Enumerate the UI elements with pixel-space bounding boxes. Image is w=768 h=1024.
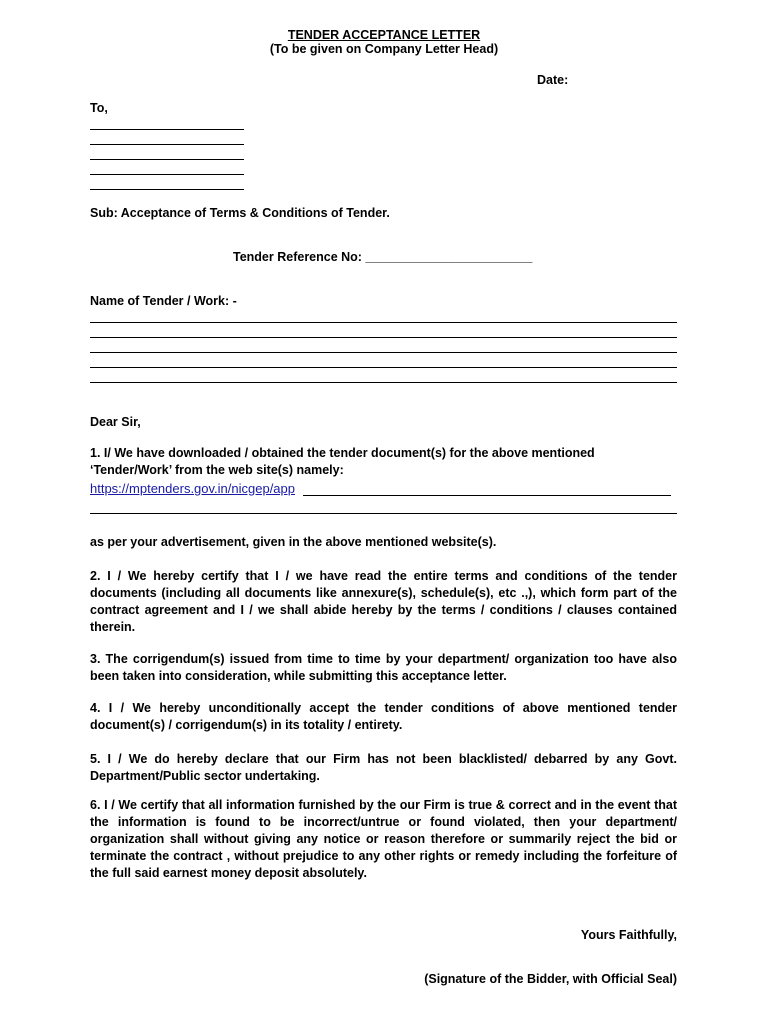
address-line	[90, 189, 244, 190]
paragraph-1-line-2: ‘Tender/Work’ from the web site(s) namely:	[90, 463, 344, 477]
paragraph-5: 5. I / We do hereby declare that our Firm has not been blacklisted/ debarred by any Govt. Department/Public sector undertaking.	[90, 752, 677, 783]
paragraph-1-line-1: 1. I/ We have downloaded / obtained the tender document(s) for the above mentioned	[90, 446, 595, 460]
tender-name-line	[90, 352, 677, 353]
tender-name-line	[90, 337, 677, 338]
letter-subtitle: (To be given on Company Letter Head)	[269, 42, 499, 56]
to-label: To,	[90, 101, 108, 115]
paragraph-1-line-3: as per your advertisement, given in the above mentioned website(s).	[90, 535, 497, 549]
address-line	[90, 159, 244, 160]
tender-name-line	[90, 322, 677, 323]
tender-name-line	[90, 367, 677, 368]
paragraph-2: 2. I / We hereby certify that I / we have read the entire terms and conditions of the tender documents (including all documents like annexure(s), schedule(s), etc .,), which form part of the contract agreement and I / we shall abide hereby by the terms / conditions / clauses contained therein.	[90, 569, 677, 634]
tender-name-label: Name of Tender / Work: -	[90, 294, 237, 308]
date-label: Date:	[537, 73, 569, 87]
closing-yours-faithfully: Yours Faithfully,	[580, 928, 677, 942]
paragraph-4: 4. I / We hereby unconditionally accept the tender conditions of above mentioned tender document(s) / corrigendum(s) in its totality / entirety.	[90, 701, 677, 732]
paragraph-3: 3. The corrigendum(s) issued from time to time by your department/ organization too have also been taken into consideration, while submitting this acceptance letter.	[90, 652, 677, 683]
salutation: Dear Sir,	[90, 415, 141, 429]
tender-reference-label: Tender Reference No: ________________________	[233, 250, 533, 264]
address-line	[90, 129, 244, 130]
website-link-row	[90, 481, 295, 496]
letter-title: TENDER ACCEPTANCE LETTER	[287, 28, 481, 42]
address-line	[90, 144, 244, 145]
website-link[interactable]: https://mptenders.gov.in/nicgep/app	[90, 481, 295, 496]
website-blank-line	[303, 495, 671, 496]
subject-line: Sub: Acceptance of Terms & Conditions of Tender.	[90, 206, 390, 220]
tender-name-line	[90, 382, 677, 383]
paragraph-6: 6. I / We certify that all information furnished by the our Firm is true & correct and in the event that the information is found to be incorrect/untrue or found violated, then your department/ organization shall without giving any notice or reason therefore or summarily reject the bid or terminate the contract , without prejudice to any other rights or remedy including the forfeiture of the full said earnest money deposit absolutely.	[90, 798, 677, 880]
address-line	[90, 174, 244, 175]
website-blank-line	[90, 513, 677, 514]
signature-line: (Signature of the Bidder, with Official Seal)	[424, 972, 677, 986]
